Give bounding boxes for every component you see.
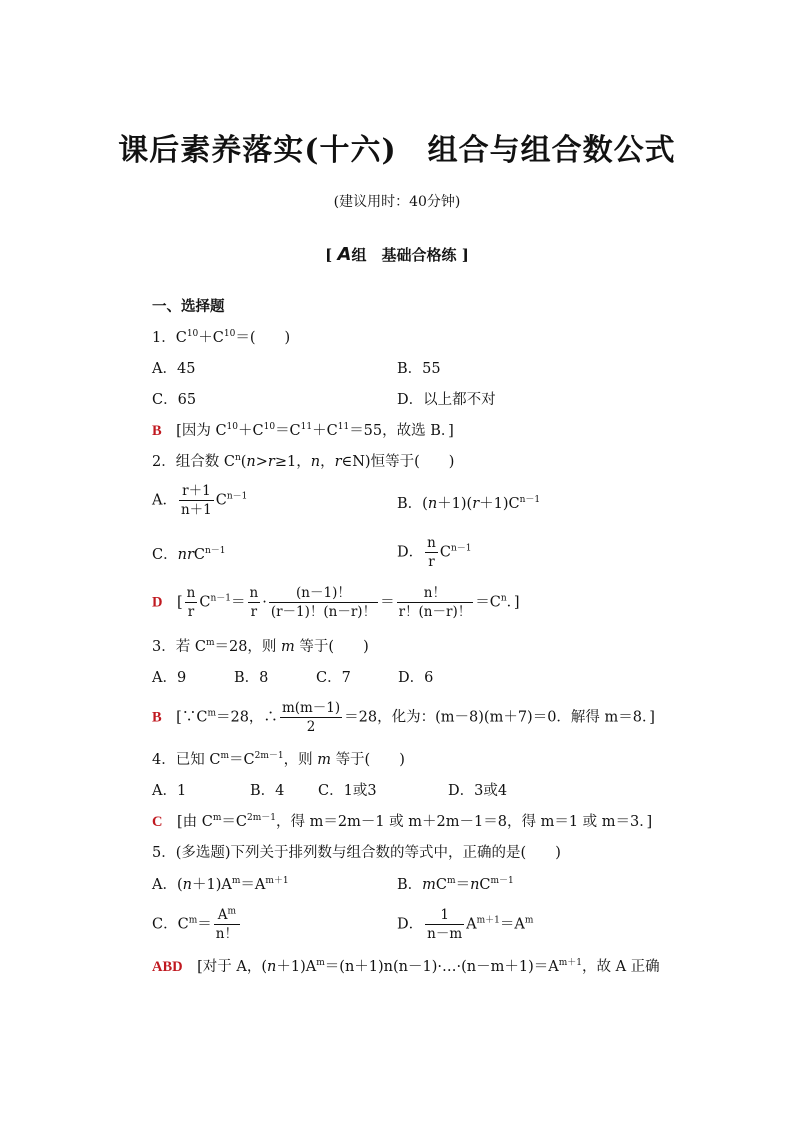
q5-solution: ABD [对于 A，$(n+1)A^m=(n+1)n(n-1)\cdot\dots\cdot(n-m+1)=A^{m+1}$，故 A 正确 bbox=[152, 958, 660, 975]
q3-solution: B [$\because C^m=28$，∴ $\frac{m(m-1)}{2}$ ＝28，化为：(m－8)(m＋7)＝0．解得 m＝8．] bbox=[152, 700, 655, 735]
q2-option-c: C．nrC$^{n-1}$ bbox=[152, 546, 226, 563]
q5-option-d: D． $\frac{1}{n-m}$ $A^{m+1}=A^m$ bbox=[397, 907, 534, 942]
q4-option-b: B．4 bbox=[250, 783, 285, 799]
q4-option-d: D．3或4 bbox=[448, 783, 508, 799]
q4-option-a: A．1 bbox=[152, 783, 187, 799]
q2-option-d: D． $\frac{n}{r}$ $C^{n-1}$ bbox=[397, 535, 472, 570]
q1-option-c: C．65 bbox=[152, 392, 197, 408]
time-suggestion: (建议用时：40分钟) bbox=[333, 194, 461, 210]
q3-answer: B bbox=[152, 709, 162, 726]
q2-solution: D [ $\frac{n}{r}$ $C^{n-1}=$ $\frac{n}{r}$ · $\frac{(n-1)!}{(r-1)!(n-r)!}$ ＝ $\frac{n!}{r!(n-r)!}$ $=C^n$．] bbox=[152, 585, 520, 620]
q5-option-a: A．$(n+1)A^m=A^{m+1}$ bbox=[152, 876, 289, 893]
q4-stem: 4．已知 $C^m=C^{2m-1}$，则 m 等于( ) bbox=[152, 751, 405, 768]
q3-stem: 3．若 $C^m=28$，则 m 等于( ) bbox=[152, 638, 369, 655]
group-label bbox=[0, 244, 794, 265]
q4-solution: C [由 $C^m=C^{2m-1}$，得 m＝2m－1 或 m＋2m－1＝8，得 m＝1 或 m＝3．] bbox=[152, 813, 653, 830]
q2-stem: 2．组合数 $C^n(n>r\ge 1$，n，r∈N)恒等于( ) bbox=[152, 453, 455, 470]
q3-option-d: D．6 bbox=[398, 670, 434, 686]
section-heading: 一、选择题 bbox=[152, 298, 225, 315]
group-bracket-close: ] bbox=[461, 246, 469, 264]
q4-answer: C bbox=[152, 814, 163, 830]
q3-option-a: A．9 bbox=[152, 670, 187, 686]
q5-option-c: C．$C^m=$ $\frac{A^m}{n!}$ bbox=[152, 906, 238, 942]
q1-option-d: D．以上都不对 bbox=[397, 392, 496, 408]
q3-option-b: B．8 bbox=[234, 670, 269, 686]
q2-answer: D bbox=[152, 594, 163, 611]
q1-answer: B bbox=[152, 423, 162, 439]
group-letter: A bbox=[337, 244, 352, 265]
q5-stem: 5．(多选题)下列关于排列数与组合数的等式中，正确的是( ) bbox=[152, 845, 561, 861]
q4-option-c: C．1或3 bbox=[318, 783, 377, 799]
q1-option-a: A．45 bbox=[152, 361, 196, 377]
q5-answer: ABD bbox=[152, 959, 183, 975]
q5-option-b: B．$mC^m=nC^{m-1}$ bbox=[397, 876, 514, 893]
q3-option-c: C．7 bbox=[316, 670, 351, 686]
q2-option-b: B．$(n+1)(r+1)C^{n-1}$ bbox=[397, 495, 541, 512]
q1-solution: B [因为 $C^{10}+C^{10}=C^{11}+C^{11}=55$，故选 B．] bbox=[152, 422, 454, 439]
q1-stem: 1．$C^{10}+C^{10}=$( ) bbox=[152, 329, 291, 346]
group-text: 组 基础合格练 bbox=[351, 246, 457, 264]
q2-option-a: A． $\frac{r+1}{n+1}$ $C^{n-1}$ bbox=[152, 483, 248, 518]
page-title: 课后素养落实(十六) 组合与组合数公式 bbox=[118, 133, 676, 168]
q1-option-b: B．55 bbox=[397, 361, 441, 377]
group-bracket-open: [ bbox=[325, 246, 333, 264]
